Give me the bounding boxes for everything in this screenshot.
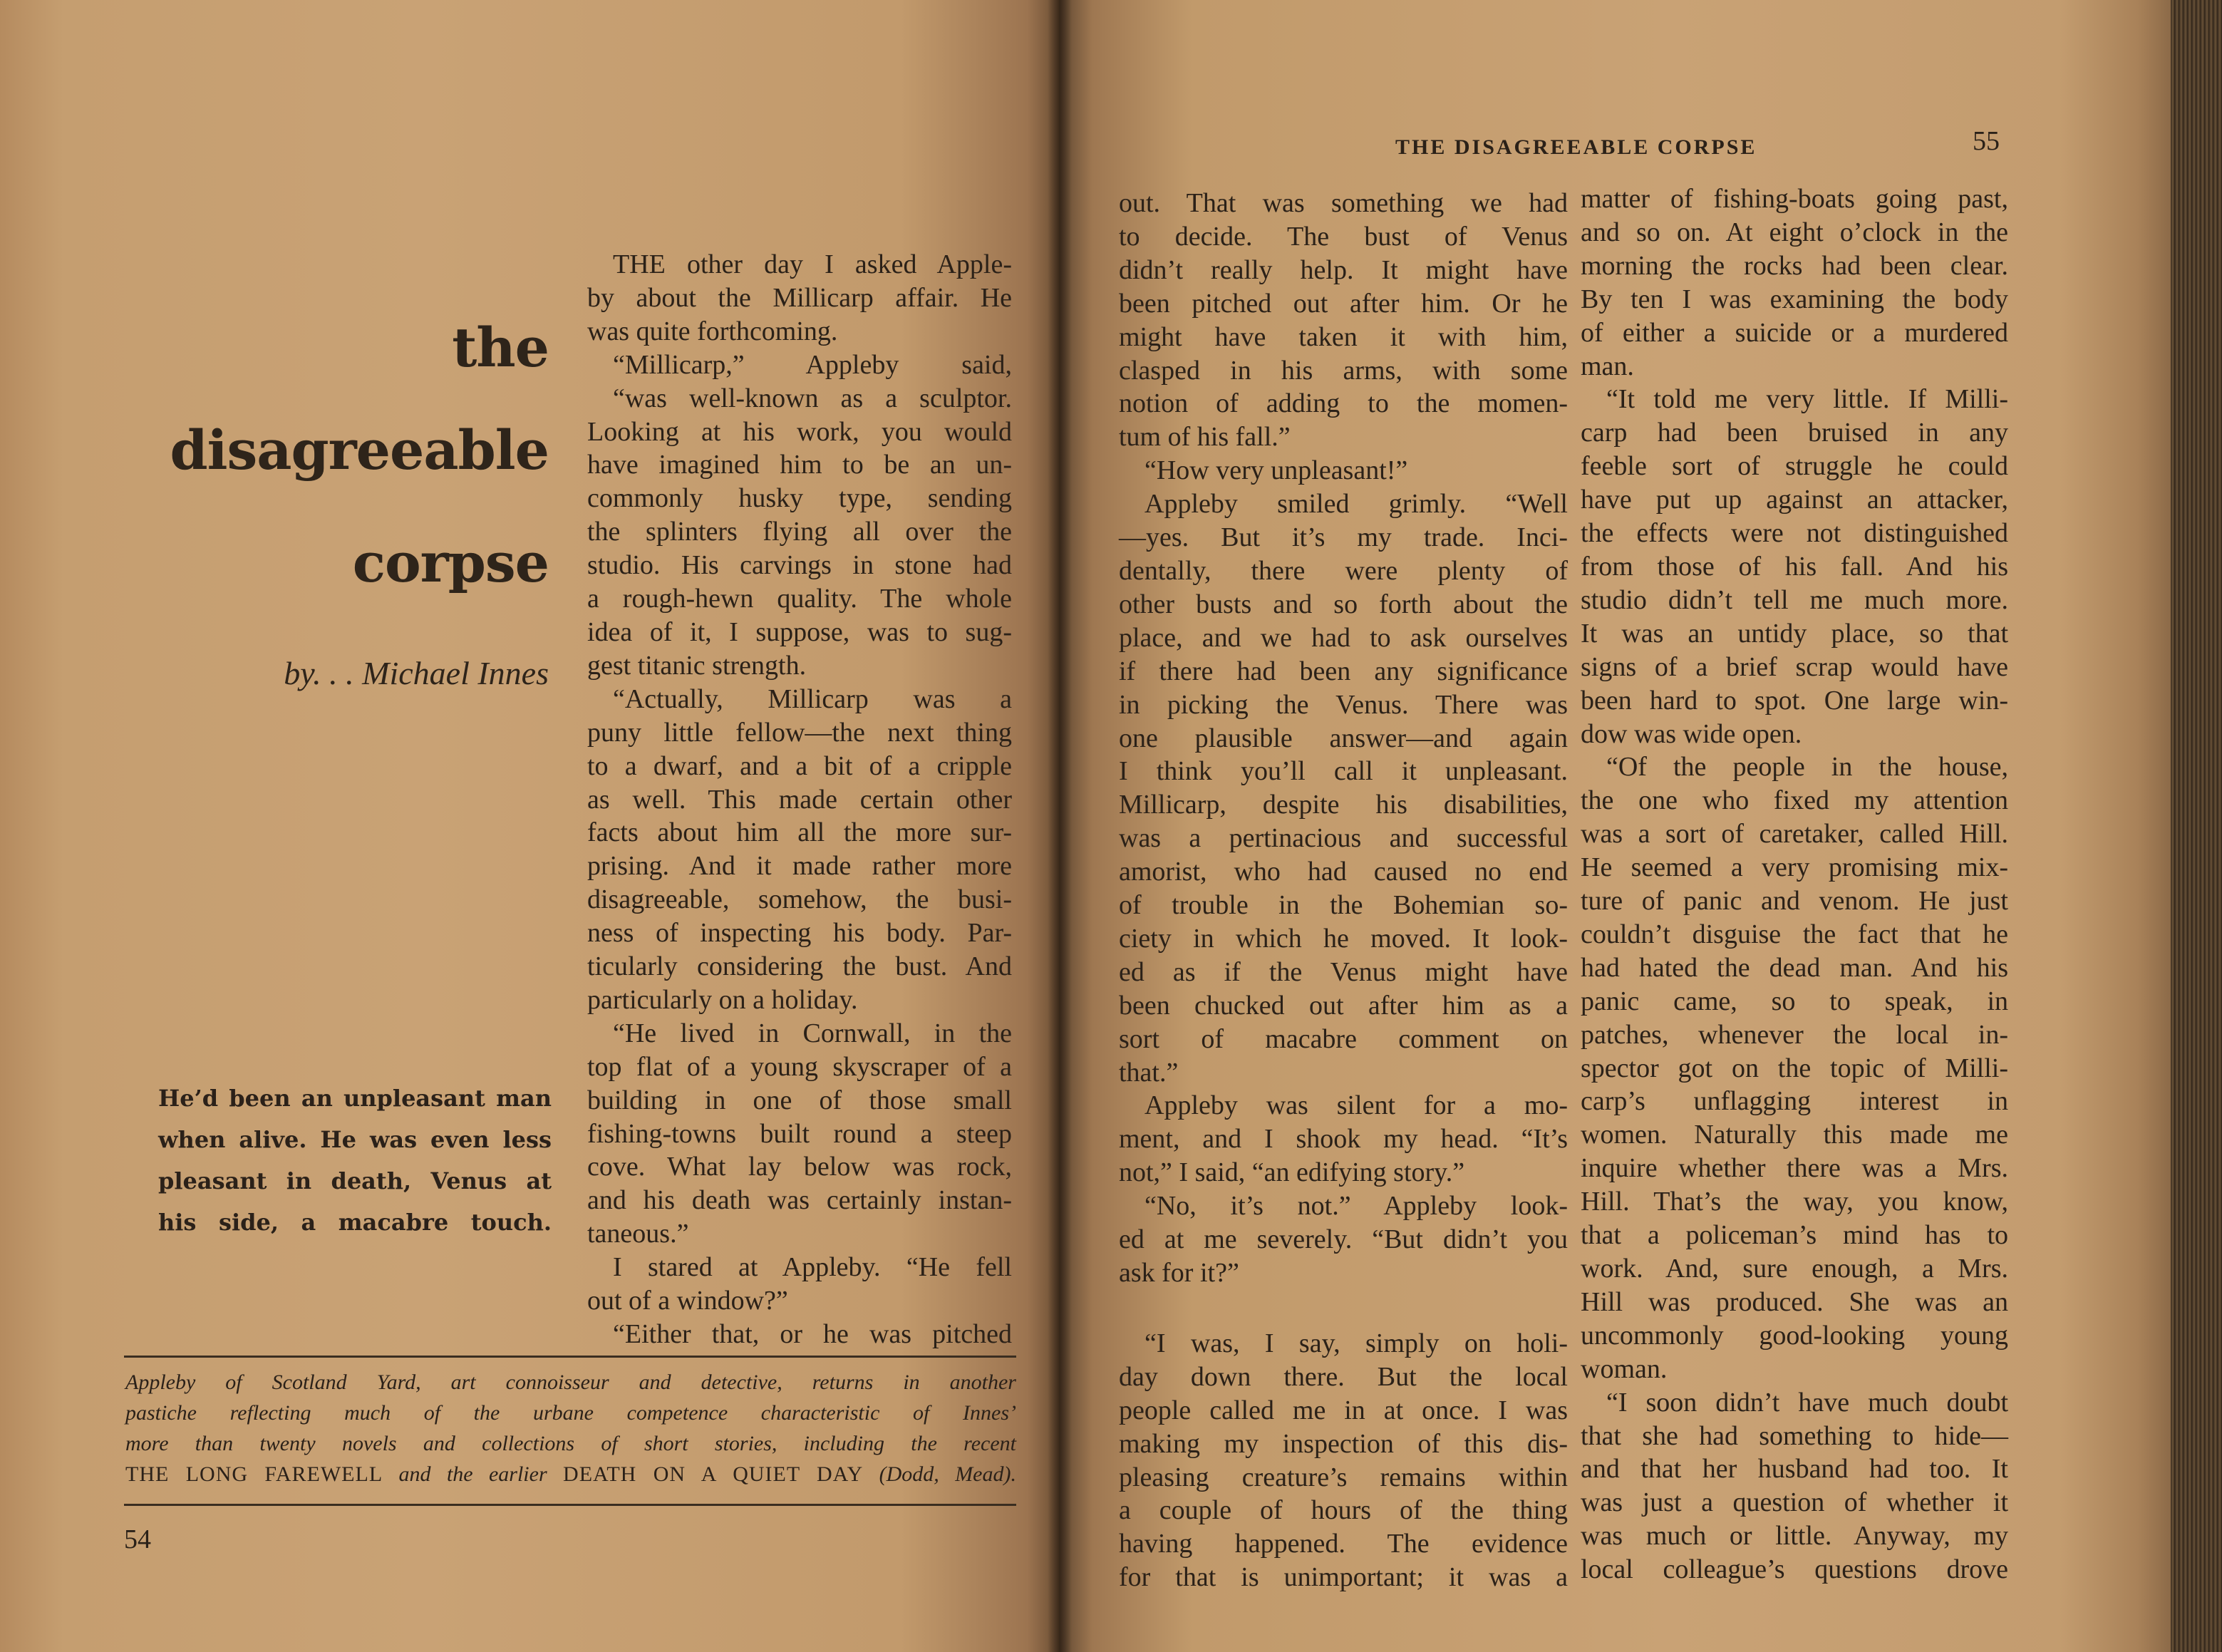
text-line: have put up against an attacker, — [1581, 485, 2008, 515]
text-line: notion of adding to the momen- — [1119, 388, 1568, 419]
editor-note — [125, 1367, 1016, 1490]
book-gutter — [1048, 0, 1072, 1652]
text-line: top flat of a young skyscraper of a — [587, 1051, 1012, 1082]
right-text-column — [1581, 182, 2008, 1586]
text-line: place, and we had to ask ourselves — [1119, 622, 1568, 653]
text-line: “Millicarp,” Appleby said, — [613, 349, 1012, 380]
text-line: idea of it, I suppose, was to sug- — [587, 616, 1012, 647]
text-line: facts about him all the more sur- — [587, 817, 1012, 848]
text-line: to decide. The bust of Venus — [1119, 221, 1568, 252]
section-break — [1119, 1290, 1568, 1327]
text-line: signs of a brief scrap would have — [1581, 651, 2008, 682]
text-line: studio. His carvings in stone had — [587, 550, 1012, 581]
title-line-1: the — [452, 316, 549, 379]
publisher: (Dodd, Mead). — [863, 1462, 1016, 1486]
middle-text-column — [1119, 187, 1568, 1594]
text-line: work. And, sure enough, a Mrs. — [1581, 1254, 2008, 1284]
text-line: was a sort of caretaker, called Hill. — [1581, 819, 2008, 850]
text-line: feeble sort of struggle he could — [1581, 451, 2008, 482]
text-line: “Of the people in the house, — [1606, 752, 2008, 783]
text-line: to a dwarf, and a bit of a cripple — [587, 750, 1012, 781]
text-line: carp had been bruised in any — [1581, 418, 2008, 448]
text-line: Hill was produced. She was an — [1581, 1286, 2008, 1317]
text-line: was much or little. Anyway, my — [1581, 1521, 2008, 1552]
title-line-2: disagreeable — [170, 418, 549, 482]
text-line: prising. And it made rather more — [587, 851, 1012, 882]
text-line: of trouble in the Bohemian so- — [1119, 890, 1568, 921]
text-line: that.” — [1119, 1057, 1179, 1088]
text-line: “No, it’s not.” Appleby look- — [1144, 1191, 1568, 1222]
text-line: sort of macabre comment on — [1119, 1023, 1568, 1054]
text-line: the splinters flying all over the — [587, 517, 1012, 547]
text-line: Looking at his work, you would — [587, 416, 1012, 447]
text-line: morning the rocks had been clear. — [1581, 250, 2008, 281]
blurb-line: when alive. He was even less — [158, 1126, 552, 1153]
page-number-left: 54 — [124, 1524, 151, 1554]
text-line: clasped in his arms, with some — [1119, 355, 1568, 386]
text-line: “Either that, or he was pitched — [613, 1319, 1012, 1349]
text-line: gest titanic strength. — [587, 650, 807, 681]
text-line: fishing-towns built round a steep — [587, 1118, 1012, 1149]
text-line: if there had been any significance — [1119, 656, 1568, 686]
blurb-line: He’d been an unpleasant man — [158, 1085, 552, 1112]
text-line: was quite forthcoming. — [587, 316, 838, 346]
note-line: more than twenty novels and collections of short stories, including the recent — [125, 1432, 1016, 1455]
text-line: women. Naturally this made me — [1581, 1120, 2008, 1150]
text-line: puny little fellow—the next thing — [587, 717, 1012, 748]
text-line: dentally, there were plenty of — [1119, 555, 1568, 586]
text-line: spector got on the topic of Milli- — [1581, 1053, 2008, 1083]
text-line: dow was wide open. — [1581, 718, 1802, 749]
text-line: THE other day I asked Apple- — [613, 249, 1012, 279]
text-line: “I was, I say, simply on holi- — [1144, 1328, 1568, 1358]
text-line: have imagined him to be an un- — [587, 450, 1012, 480]
note-connector: and the earlier — [383, 1462, 564, 1486]
text-line: and that her husband had too. It — [1581, 1454, 2008, 1485]
text-line: out of a window?” — [587, 1286, 788, 1316]
text-line: out. That was something we had — [1119, 188, 1568, 218]
text-line: “I soon didn’t have much doubt — [1606, 1387, 2008, 1418]
text-line: for that is unimportant; it was a — [1119, 1562, 1568, 1593]
note-line: Appleby of Scotland Yard, art connoisseur and detective, returns in another — [125, 1370, 1016, 1394]
text-line: ture of panic and venom. He just — [1581, 886, 2008, 917]
author-byline: by. . . Michael Innes — [284, 655, 549, 691]
text-line: might have taken it with him, — [1119, 321, 1568, 352]
text-line: patches, whenever the local in- — [1581, 1019, 2008, 1050]
text-line: from those of his fall. And his — [1581, 551, 2008, 582]
text-line: carp’s unflagging interest in — [1581, 1086, 2008, 1117]
text-line: the effects were not distinguished — [1581, 518, 2008, 549]
text-line: “was well-known as a sculptor. — [613, 383, 1012, 413]
text-line: ness of inspecting his body. Par- — [587, 918, 1012, 949]
title-line-3: corpse — [352, 531, 549, 594]
note-line: pastiche reflecting much of the urbane competence characteristic of Innes’ — [125, 1401, 1016, 1425]
text-line: day down there. But the local — [1119, 1361, 1568, 1392]
text-line: had hated the dead man. And his — [1581, 952, 2008, 983]
text-line: particularly on a holiday. — [587, 984, 858, 1015]
text-line: that she had something to hide— — [1581, 1420, 2008, 1451]
page-edges — [2171, 0, 2222, 1652]
text-line: “He lived in Cornwall, in the — [613, 1018, 1012, 1048]
text-line: as well. This made certain other — [587, 784, 1012, 815]
text-line: pleasing creature’s remains within — [1119, 1462, 1568, 1492]
text-line: was just a question of whether it — [1581, 1487, 2008, 1518]
text-line: panic came, so to speak, in — [1581, 986, 2008, 1016]
text-line: amorist, who had caused no end — [1119, 857, 1568, 887]
text-line: a couple of hours of the thing — [1119, 1495, 1568, 1526]
text-line: I think you’ll call it unpleasant. — [1119, 756, 1568, 787]
text-line: that a policeman’s mind has to — [1581, 1220, 2008, 1251]
text-line: local colleague’s questions drove — [1581, 1554, 2008, 1585]
text-line: of either a suicide or a murdered — [1581, 317, 2008, 348]
text-line: studio didn’t tell me much more. — [1581, 584, 2008, 615]
text-line: tum of his fall.” — [1119, 422, 1291, 453]
text-line: matter of fishing-boats going past, — [1581, 184, 2008, 214]
text-line: and so on. At eight o’clock in the — [1581, 217, 2008, 247]
text-line: disagreeable, somehow, the busi- — [587, 884, 1012, 915]
text-line: commonly husky type, sending — [587, 483, 1012, 514]
text-line: didn’t really help. It might have — [1119, 254, 1568, 285]
text-line: He seemed a very promising mix- — [1581, 852, 2008, 883]
text-line: inquire whether there was a Mrs. — [1581, 1153, 2008, 1184]
text-line: Appleby was silent for a mo- — [1144, 1090, 1568, 1121]
text-line: ticularly considering the bust. And — [587, 951, 1012, 982]
text-line: building in one of those small — [587, 1085, 1012, 1115]
text-line: the one who fixed my attention — [1581, 785, 2008, 816]
footnote-rule-top — [124, 1356, 1016, 1358]
text-line: “How very unpleasant!” — [1144, 455, 1408, 486]
page-number-right: 55 — [1973, 126, 2000, 156]
text-line: By ten I was examining the body — [1581, 284, 2008, 314]
text-line: ask for it?” — [1119, 1258, 1239, 1288]
text-line: other busts and so forth about the — [1119, 589, 1568, 619]
blurb-line: his side, a macabre touch. — [158, 1209, 552, 1236]
text-line: taneous.” — [587, 1219, 689, 1249]
text-line: in picking the Venus. There was — [1119, 689, 1568, 720]
story-blurb — [158, 1078, 552, 1243]
text-line: woman. — [1581, 1353, 1668, 1384]
text-line: I stared at Appleby. “He fell — [613, 1252, 1012, 1283]
text-line: —yes. But it’s my trade. Inci- — [1119, 522, 1568, 553]
footnote-rule-bottom — [124, 1504, 1016, 1506]
text-line: and his death was certainly instan- — [587, 1185, 1012, 1216]
text-line: “Actually, Millicarp was a — [613, 683, 1012, 714]
text-line: been hard to spot. One large win- — [1581, 685, 2008, 716]
text-line: by about the Millicarp affair. He — [587, 282, 1012, 313]
text-line: one plausible answer—and again — [1119, 723, 1568, 753]
text-line: a rough-hewn quality. The whole — [587, 584, 1012, 614]
text-line: having happened. The evidence — [1119, 1529, 1568, 1559]
note-line — [125, 1459, 1016, 1490]
text-line: been pitched out after him. Or he — [1119, 288, 1568, 319]
text-line: people called me in at once. I was — [1119, 1395, 1568, 1425]
text-line: Appleby smiled grimly. “Well — [1144, 489, 1568, 520]
text-line: was a pertinacious and successful — [1119, 823, 1568, 854]
text-line: Millicarp, despite his disabilities, — [1119, 790, 1568, 820]
text-line: ed at me severely. “But didn’t you — [1119, 1224, 1568, 1255]
text-line: not,” I said, “an edifying story.” — [1119, 1157, 1465, 1188]
running-head: THE DISAGREEABLE CORPSE — [1395, 135, 1757, 159]
book-title-1: THE LONG FAREWELL — [125, 1462, 383, 1486]
text-line: making my inspection of this dis- — [1119, 1428, 1568, 1459]
text-line: cove. What lay below was rock, — [587, 1152, 1012, 1182]
text-line: It was an untidy place, so that — [1581, 618, 2008, 649]
text-line: ciety in which he moved. It look- — [1119, 923, 1568, 954]
text-line: “It told me very little. If Milli- — [1606, 384, 2008, 415]
left-text-column — [587, 248, 1012, 1351]
text-line: couldn’t disguise the fact that he — [1581, 919, 2008, 949]
text-line: Hill. That’s the way, you know, — [1581, 1187, 2008, 1217]
text-line: ed as if the Venus might have — [1119, 956, 1568, 987]
text-line: been chucked out after him as a — [1119, 990, 1568, 1021]
text-line: ment, and I shook my head. “It’s — [1119, 1124, 1568, 1155]
blurb-line: pleasant in death, Venus at — [158, 1167, 552, 1194]
text-line: uncommonly good-looking young — [1581, 1320, 2008, 1351]
book-title-2: DEATH ON A QUIET DAY — [563, 1462, 864, 1486]
text-line: man. — [1581, 351, 1634, 381]
